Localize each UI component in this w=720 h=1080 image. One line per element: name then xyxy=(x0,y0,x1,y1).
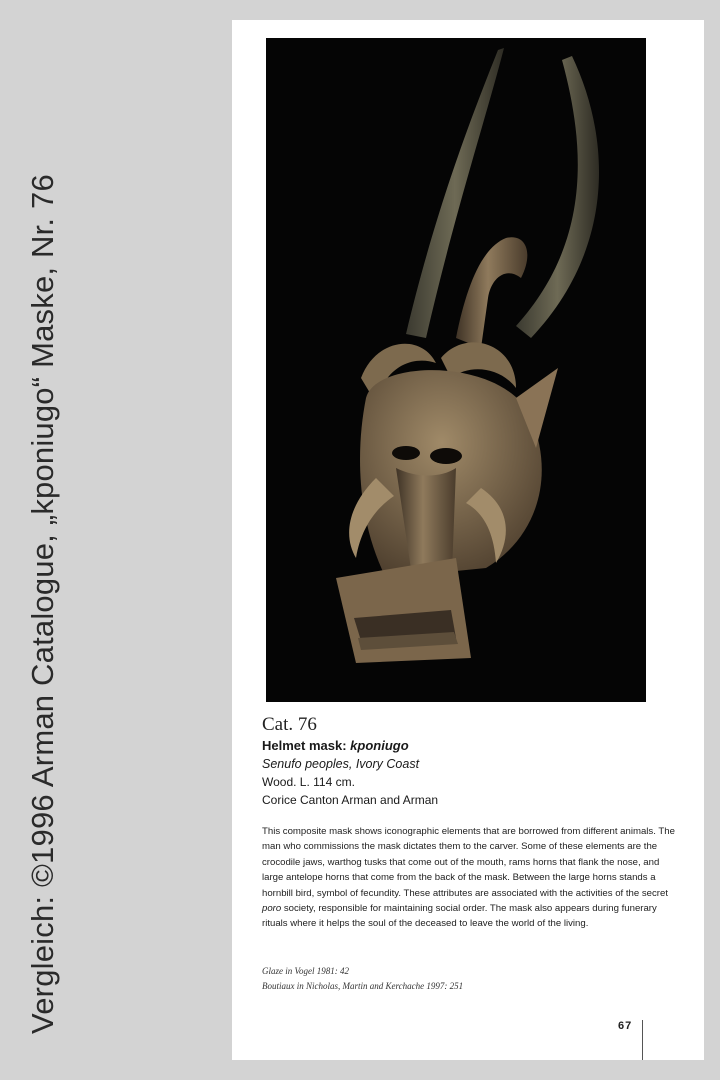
mask-title-prefix: Helmet mask: xyxy=(262,738,351,753)
page-number-rule xyxy=(642,1020,643,1060)
page-number: 67 xyxy=(618,1020,633,1032)
references xyxy=(262,964,682,994)
reference-1: Glaze in Vogel 1981: 42 xyxy=(262,966,349,976)
side-caption xyxy=(0,0,86,1080)
mask-photo xyxy=(266,38,646,702)
reference-2: Boutiaux in Nicholas, Martin and Kerchache 1997: 251 xyxy=(262,981,464,991)
collection-line: Corice Canton Arman and Arman xyxy=(262,793,439,807)
entry-heading xyxy=(262,714,682,809)
mask-title xyxy=(262,736,682,755)
material-line: Wood. L. 114 cm. xyxy=(262,775,355,789)
side-caption-text: Vergleich: ©1996 Arman Catalogue, „kponiugo“ Maske, Nr. 76 xyxy=(25,174,60,1034)
helmet-mask-illustration xyxy=(266,38,646,702)
description-part-2: society, responsible for maintaining social order. The mask also appears during funerary rituals where it helps the soul of the deceased to leave the world of the living. xyxy=(262,903,657,930)
right-eye xyxy=(430,448,462,464)
origin-line: Senufo peoples, Ivory Coast xyxy=(262,757,420,771)
mask-title-name: kponiugo xyxy=(350,738,409,753)
description-paragraph xyxy=(262,824,682,932)
catalogue-page xyxy=(232,20,704,1060)
left-eye xyxy=(392,446,420,460)
catalogue-number: Cat. 76 xyxy=(262,714,317,735)
description-emphasis: poro xyxy=(262,903,282,915)
description-part-1: This composite mask shows iconographic elements that are borrowed from different animals. The man who commissions the mask dictates them to the carver. Some of these elements are the crocodile jaws, warthog tusks that come out of the mouth, rams horns that flank the nose, and large antelope horns that come from the back of the mask. Between the large horns stands a hornbill bird, symbol of fecundity. These attributes are associated with the activities of the secret xyxy=(262,826,675,899)
